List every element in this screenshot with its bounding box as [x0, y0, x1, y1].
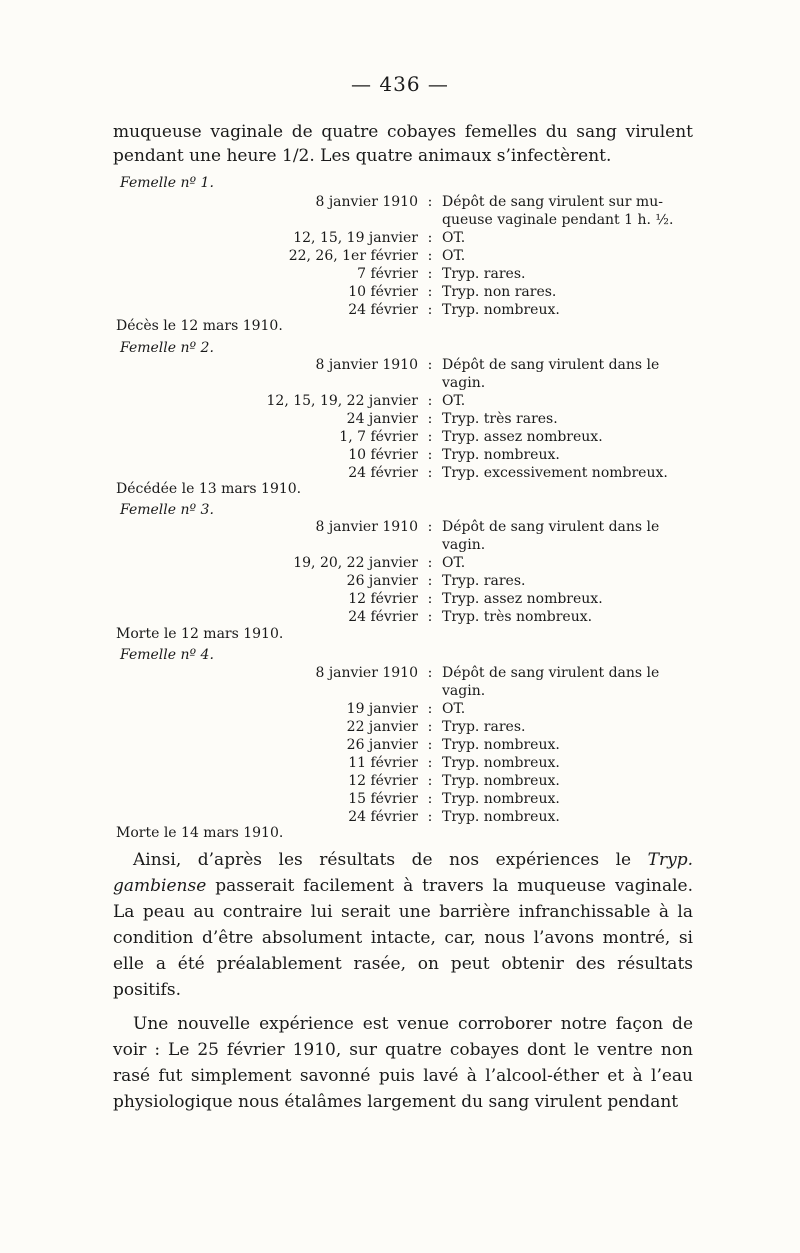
- row-event: Tryp. rares.: [442, 573, 526, 589]
- row-event: Tryp. excessivement nombreux.: [442, 465, 668, 481]
- row-date: 26 janvier: [346, 573, 418, 589]
- table-row: 24 février : Tryp. très nombreux.: [200, 608, 700, 626]
- table-row: 24 février : Tryp. excessivement nombreux.: [200, 464, 700, 482]
- table-female-2: [200, 356, 700, 482]
- row-event: OT.: [442, 230, 466, 246]
- table-row: 12 février : Tryp. nombreux.: [200, 772, 700, 790]
- row-event: Dépôt de sang virulent sur mu-: [442, 194, 663, 210]
- row-event: Tryp. nombreux.: [442, 302, 560, 318]
- table-row: 8 janvier 1910 : Dépôt de sang virulent dans le: [200, 664, 700, 682]
- table-row: 12, 15, 19, 22 janvier : OT.: [200, 392, 700, 410]
- row-date: 8 janvier 1910: [315, 194, 418, 210]
- row-event: vagin.: [442, 375, 486, 391]
- row-event: Tryp. rares.: [442, 266, 526, 282]
- row-event: Tryp. nombreux.: [442, 755, 560, 771]
- row-date: 8 janvier 1910: [315, 357, 418, 373]
- row-event: Tryp. nombreux.: [442, 447, 560, 463]
- row-date: 12 février: [348, 773, 418, 789]
- table-female-4: [200, 664, 700, 826]
- table-row: 1, 7 février : Tryp. assez nombreux.: [200, 428, 700, 446]
- row-event: Dépôt de sang virulent dans le: [442, 357, 660, 373]
- table-row: 26 janvier : Tryp. nombreux.: [200, 736, 700, 754]
- row-date: 7 février: [357, 266, 418, 282]
- section-title-female-4: Femelle nº 4.: [120, 647, 214, 663]
- row-event: Tryp. rares.: [442, 719, 526, 735]
- table-row: 10 février : Tryp. non rares.: [200, 283, 700, 301]
- table-female-3: [200, 518, 700, 626]
- row-event: queuse vaginale pendant 1 h. ½.: [442, 212, 674, 228]
- table-row: 12 février : Tryp. assez nombreux.: [200, 590, 700, 608]
- section-title-female-2: Femelle nº 2.: [120, 340, 214, 356]
- table-row: [200, 536, 700, 554]
- row-date: 24 février: [348, 465, 418, 481]
- row-date: 12, 15, 19, 22 janvier: [266, 393, 418, 409]
- taxon-name: Tryp. gambiense: [113, 850, 693, 896]
- table-row: [200, 374, 700, 392]
- table-row: 22 janvier : Tryp. rares.: [200, 718, 700, 736]
- table-row: 8 janvier 1910 : Dépôt de sang virulent dans le: [200, 518, 700, 536]
- row-event: vagin.: [442, 683, 486, 699]
- row-event: Tryp. nombreux.: [442, 809, 560, 825]
- row-date: 22 janvier: [346, 719, 418, 735]
- row-date: 19 janvier: [346, 701, 418, 717]
- row-event: Dépôt de sang virulent dans le: [442, 665, 660, 681]
- row-event: OT.: [442, 393, 466, 409]
- death-note-female-4: Morte le 14 mars 1910.: [116, 825, 284, 841]
- table-row: 26 janvier : Tryp. rares.: [200, 572, 700, 590]
- row-event: Tryp. non rares.: [442, 284, 557, 300]
- row-date: [200, 682, 418, 700]
- row-date: 10 février: [348, 284, 418, 300]
- table-row: 12, 15, 19 janvier : OT.: [200, 229, 700, 247]
- row-date: 24 février: [348, 302, 418, 318]
- row-date: 22, 26, 1er février: [288, 248, 418, 264]
- table-row: 8 janvier 1910 : Dépôt de sang virulent sur mu-: [200, 193, 700, 211]
- table-row: 15 février : Tryp. nombreux.: [200, 790, 700, 808]
- row-event: Tryp. nombreux.: [442, 737, 560, 753]
- table-row: 24 janvier : Tryp. très rares.: [200, 410, 700, 428]
- death-note-female-2: Décédée le 13 mars 1910.: [116, 481, 302, 497]
- death-note-female-1: Décès le 12 mars 1910.: [116, 318, 283, 334]
- row-event: Tryp. assez nombreux.: [442, 429, 603, 445]
- section-title-female-1: Femelle nº 1.: [120, 175, 214, 191]
- table-row: 24 février : Tryp. nombreux.: [200, 301, 700, 319]
- closing-paragraph-2: Une nouvelle expérience est venue corroborer notre façon de voir : Le 25 février 1910, sur quatre cobayes dont le ventre non rasé fut simplement savonné puis lavé à l’alcool-éther et à l’eau physiologique nous étalâmes largement du sang virulent pendant: [113, 1014, 693, 1112]
- row-date: 24 février: [348, 609, 418, 625]
- row-date: 11 février: [348, 755, 418, 771]
- row-date: 26 janvier: [346, 737, 418, 753]
- row-date: 8 janvier 1910: [315, 519, 418, 535]
- table-row: 19 janvier : OT.: [200, 700, 700, 718]
- row-date: 19, 20, 22 janvier: [293, 555, 418, 571]
- table-row: 19, 20, 22 janvier : OT.: [200, 554, 700, 572]
- row-date: [200, 374, 418, 392]
- table-row: 8 janvier 1910 : Dépôt de sang virulent dans le: [200, 356, 700, 374]
- row-event: OT.: [442, 701, 466, 717]
- row-event: Tryp. très nombreux.: [442, 609, 593, 625]
- table-row: 11 février : Tryp. nombreux.: [200, 754, 700, 772]
- table-row: [200, 211, 700, 229]
- death-note-female-3: Morte le 12 mars 1910.: [116, 626, 284, 642]
- row-date: 12, 15, 19 janvier: [293, 230, 418, 246]
- row-event: OT.: [442, 248, 466, 264]
- intro-paragraph: [113, 120, 693, 168]
- row-event: vagin.: [442, 537, 486, 553]
- table-row: 22, 26, 1er février : OT.: [200, 247, 700, 265]
- row-date: 24 février: [348, 809, 418, 825]
- table-row: 7 février : Tryp. rares.: [200, 265, 700, 283]
- row-date: 15 février: [348, 791, 418, 807]
- row-date: 24 janvier: [346, 411, 418, 427]
- row-date: 8 janvier 1910: [315, 665, 418, 681]
- table-female-1: [200, 193, 700, 319]
- table-row: 10 février : Tryp. nombreux.: [200, 446, 700, 464]
- row-event: Tryp. très rares.: [442, 411, 558, 427]
- page-number: — 436 —: [351, 72, 449, 96]
- table-row: [200, 682, 700, 700]
- intro-text: muqueuse vaginale de quatre cobayes femelles du sang virulent pendant une heure 1/2. Les quatre animaux s’infectèrent.: [113, 122, 693, 166]
- row-event: OT.: [442, 555, 466, 571]
- closing-paragraph-1: Ainsi, d’après les résultats de nos expériences le Tryp. gambiense passerait facilement à travers la muqueuse vaginale. La peau au contraire lui serait une barrière infranchissable à la condition d’être absolument intacte, car, nous l’avons montré, si elle a été préalablement rasée, on peut obtenir des résultats positifs.: [113, 850, 693, 1000]
- row-event: Tryp. assez nombreux.: [442, 591, 603, 607]
- row-event: Dépôt de sang virulent dans le: [442, 519, 660, 535]
- closing-text: [113, 847, 693, 1115]
- row-date: 10 février: [348, 447, 418, 463]
- row-date: [200, 536, 418, 554]
- table-row: 24 février : Tryp. nombreux.: [200, 808, 700, 826]
- row-date: [200, 211, 418, 229]
- section-title-female-3: Femelle nº 3.: [120, 502, 214, 518]
- row-event: Tryp. nombreux.: [442, 791, 560, 807]
- row-date: 12 février: [348, 591, 418, 607]
- row-date: 1, 7 février: [339, 429, 418, 445]
- row-event: Tryp. nombreux.: [442, 773, 560, 789]
